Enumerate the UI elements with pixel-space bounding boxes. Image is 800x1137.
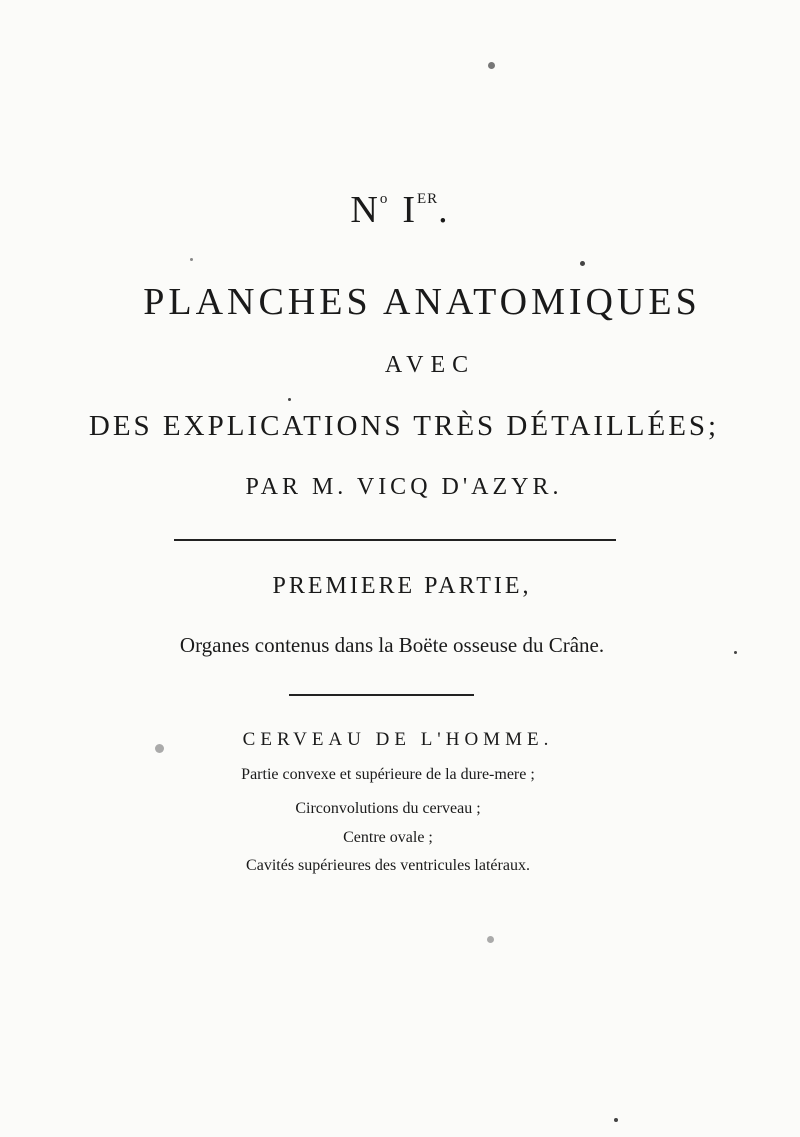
number-roman-sup: ER [416, 191, 439, 207]
part-title: PREMIERE PARTIE, [272, 573, 532, 599]
paper-speck [190, 258, 193, 261]
section-title: CERVEAU DE L'HOMME. [242, 729, 554, 750]
author-line: PAR M. VICQ D'AZYR. [245, 474, 563, 500]
divider-rule-short [289, 694, 474, 696]
number-suffix: . [438, 189, 450, 231]
explications-line: DES EXPLICATIONS TRÈS DÉTAILLÉES; [88, 410, 720, 442]
section-item: Partie convexe et supérieure de la dure-mere ; [241, 766, 535, 783]
paper-speck [488, 62, 495, 69]
section-item: Centre ovale ; [343, 829, 433, 846]
paper-speck [734, 651, 737, 654]
paper-speck [487, 936, 494, 943]
divider-rule-long [174, 539, 616, 541]
paper-speck [288, 398, 291, 401]
part-subtitle: Organes contenus dans la Boëte osseuse du Crâne. [179, 633, 605, 657]
paper-speck [580, 261, 585, 266]
plate-number [0, 188, 800, 232]
main-title: PLANCHES ANATOMIQUES [143, 281, 701, 323]
section-item: Circonvolutions du cerveau ; [295, 800, 481, 817]
number-roman: I [402, 189, 417, 231]
paper-speck [614, 1118, 618, 1122]
number-prefix: N [350, 189, 380, 231]
avec-line: AVEC [384, 352, 476, 378]
number-prefix-sup: o [379, 191, 389, 207]
paper-speck [155, 744, 164, 753]
section-item: Cavités supérieures des ventricules latéraux. [246, 857, 530, 874]
